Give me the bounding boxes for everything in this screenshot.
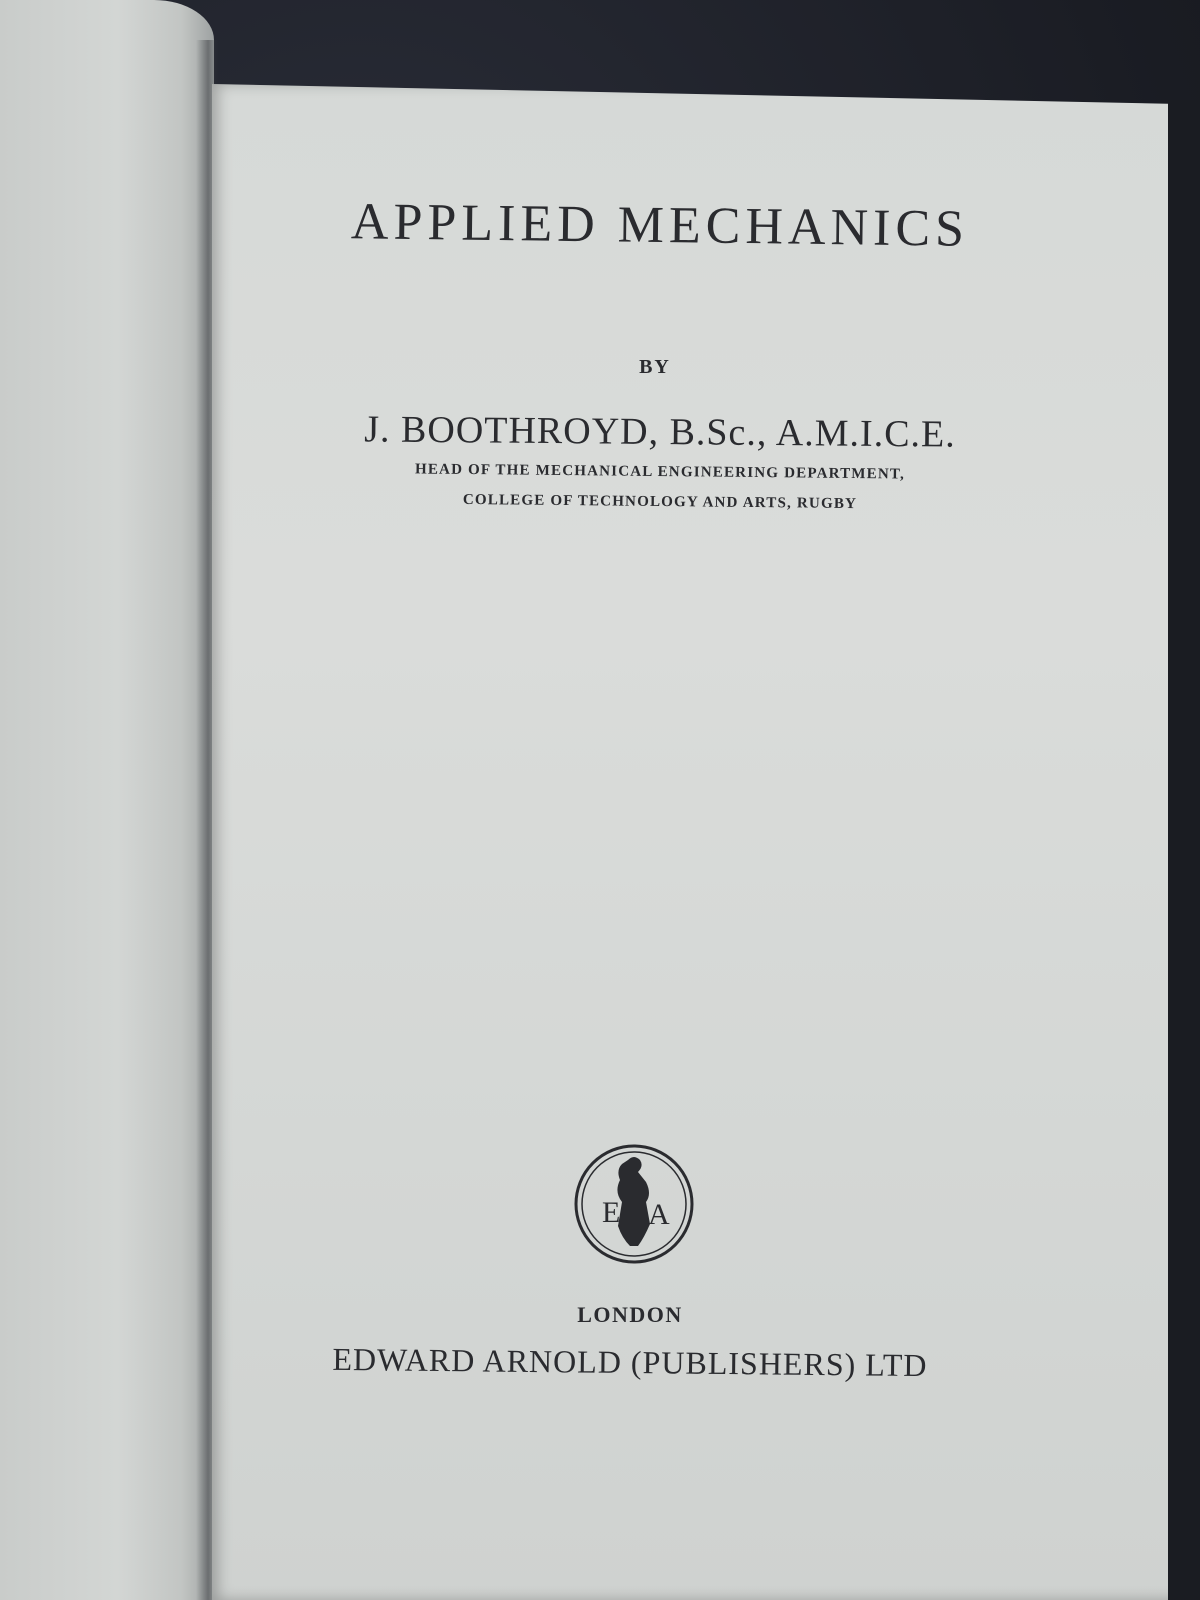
publisher-name: EDWARD ARNOLD (PUBLISHERS) LTD [332,1340,928,1384]
book-title: APPLIED MECHANICS [350,193,970,258]
author-affiliation-line-1: HEAD OF THE MECHANICAL ENGINEERING DEPARTMENT, [414,461,906,483]
emblem-letter-a: A [648,1198,670,1231]
publisher-emblem-icon [572,1142,696,1266]
publisher-city: LONDON [577,1302,683,1327]
emblem-letter-e: E [602,1196,621,1229]
figure-silhouette [617,1157,650,1246]
left-page [0,0,214,1600]
author-affiliation-line-2: COLLEGE OF TECHNOLOGY AND ARTS, RUGBY [462,491,858,513]
by-line: BY [639,356,671,378]
page-edge-shadow [1168,100,1200,1600]
author-name: J. BOOTHROYD, B.Sc., A.M.I.C.E. [364,408,956,456]
